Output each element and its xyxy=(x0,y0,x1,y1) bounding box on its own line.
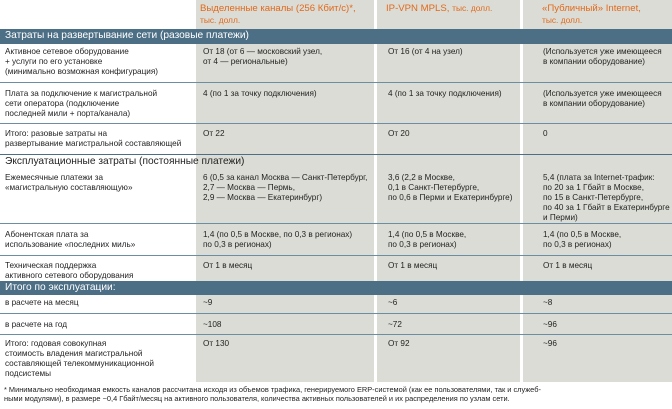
cell-setup-total-ipvpn: От 20 xyxy=(388,129,410,138)
cell-tco-internet: ~96 xyxy=(543,339,557,348)
section-title-totals: Итого по эксплуатации: xyxy=(5,282,116,293)
cell-support-internet: От 1 в месяц xyxy=(543,261,593,270)
row-divider xyxy=(0,223,672,224)
cell-monthly-ipvpn: 3,6 (2,2 в Москве, 0,1 в Санкт-Петербурге, по 0,6 в Перми и Екатеринбурге) xyxy=(388,173,513,202)
row-label-monthly: Ежемесячные платежи за «магистральную составляющую» xyxy=(5,173,133,192)
header-leased-lines: Выделенные каналы (256 Кбит/с)*, тыс. долл. xyxy=(200,3,356,25)
cell-per-month-ipvpn: ~6 xyxy=(388,298,398,307)
row-label-setup-total: Итого: разовые затраты на развертывание магистральной составляющей xyxy=(5,129,182,148)
cell-per-month-leased: ~9 xyxy=(203,298,213,307)
cell-per-year-ipvpn: ~72 xyxy=(388,320,402,329)
cell-monthly-leased: 6 (0,5 за канал Москва — Санкт-Петербург, 2,7 — Москва — Пермь, 2,9 — Москва — Екатеринбург) xyxy=(203,173,368,202)
row-divider xyxy=(0,313,672,314)
cell-per-year-leased: ~108 xyxy=(203,320,222,329)
section-divider xyxy=(0,154,672,155)
header-internet: «Публичный» Internet, тыс. долл. xyxy=(542,3,641,25)
cell-tco-leased: От 130 xyxy=(203,339,230,348)
row-label-equipment: Активное сетевое оборудование + услуги по его установке (минимально возможная конфигурация) xyxy=(5,47,158,76)
cell-lastmile-leased: 1,4 (по 0,5 в Москве, по 0,3 в регионах) по 0,3 в регионах) xyxy=(203,230,353,249)
cell-connection-internet: (Используется уже имеющееся в компании оборудование) xyxy=(543,89,662,108)
row-label-connection: Плата за подключение к магистральной сети оператора (подключение последней мили + порта/канала) xyxy=(5,89,158,118)
row-label-tco: Итого: годовая совокупная стоимость владения магистральной составляющей телекоммуникационной подсистемы xyxy=(5,339,154,378)
row-divider xyxy=(0,255,672,256)
section-title-operating: Эксплуатационные затраты (постоянные платежи) xyxy=(5,156,245,167)
cell-support-ipvpn: От 1 в месяц xyxy=(388,261,438,270)
cell-equipment-internet: (Используется уже имеющееся в компании оборудование) xyxy=(543,47,662,66)
row-label-per-year: в расчете на год xyxy=(5,320,68,329)
cell-per-year-internet: ~96 xyxy=(543,320,557,329)
cell-per-month-internet: ~8 xyxy=(543,298,553,307)
row-label-per-month: в расчете на месяц xyxy=(5,298,79,307)
row-divider xyxy=(0,123,672,124)
cell-support-leased: От 1 в месяц xyxy=(203,261,253,270)
cell-connection-ipvpn: 4 (по 1 за точку подключения) xyxy=(388,89,502,98)
row-divider xyxy=(0,82,672,83)
cell-monthly-internet: 5,4 (плата за Internet-трафик: по 20 за 1 Гбайт в Москве, по 15 в Санкт-Петербурге, по 40 за 1 Гбайт в Екатеринбурге и Перми) xyxy=(543,173,670,222)
cell-equipment-ipvpn: От 16 (от 4 на узел) xyxy=(388,47,463,56)
cell-equipment-leased: От 18 (от 6 — московский узел, от 4 — региональные) xyxy=(203,47,323,66)
cell-setup-total-leased: От 22 xyxy=(203,129,225,138)
cell-tco-ipvpn: От 92 xyxy=(388,339,410,348)
row-label-lastmile: Абонентская плата за использование «последних миль» xyxy=(5,230,136,249)
header-ipvpn: IP-VPN MPLS, тыс. долл. xyxy=(386,3,493,14)
section-band-totals xyxy=(0,281,672,295)
cell-setup-total-internet: 0 xyxy=(543,129,548,138)
row-label-support: Техническая поддержка активного сетевого оборудования xyxy=(5,261,134,280)
section-title-setup: Затраты на развертывание сети (разовые платежи) xyxy=(5,30,249,41)
footnote: * Минимально необходимая емкость каналов рассчитана исходя из объемов трафика, генерируемого ERP-системой (как ее пользователями, так и служеб- ными модулями), в размере ~0,4 Гбайт/месяц на активного пользователя, количества активных пользователей и их распределения по узлам сети. xyxy=(4,385,541,404)
cell-lastmile-ipvpn: 1,4 (по 0,5 в Москве, по 0,3 в регионах) xyxy=(388,230,467,249)
section-band-setup xyxy=(0,29,672,44)
cell-lastmile-internet: 1,4 (по 0,5 в Москве, по 0,3 в регионах) xyxy=(543,230,622,249)
row-divider xyxy=(0,334,672,335)
cell-connection-leased: 4 (по 1 за точку подключения) xyxy=(203,89,317,98)
